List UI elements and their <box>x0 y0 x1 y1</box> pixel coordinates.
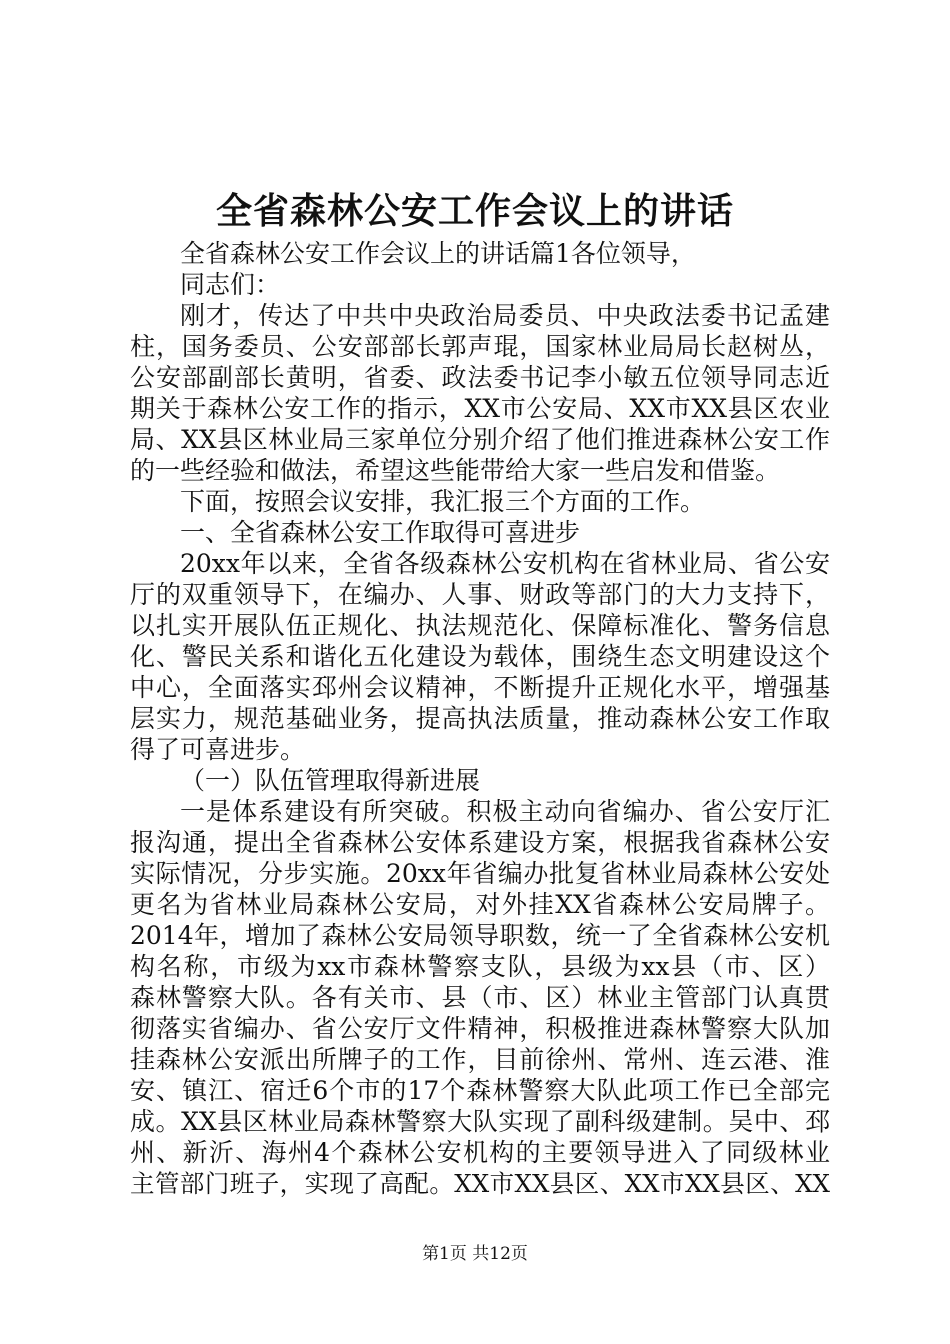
body-line: 安、镇江、宿迁6个市的17个森林警察大队此项工作已全部完 <box>130 1076 830 1105</box>
body-line: 实际情况，分步实施。20xx年省编办批复省林业局森林公安处 <box>130 859 830 888</box>
page-footer: 第1页 共12页 <box>422 1244 528 1264</box>
body-line: 更名为省林业局森林公安局，对外挂XX省森林公安局牌子。 <box>130 890 830 919</box>
body-line: 州、新沂、海州4个森林公安机构的主要领导进入了同级林业 <box>130 1138 830 1167</box>
document-body <box>130 238 830 1199</box>
body-line: （一）队伍管理取得新进展 <box>180 766 481 795</box>
body-line: 化、警民关系和谐化五化建设为载体，围绕生态文明建设这个 <box>130 642 830 671</box>
body-line: 主管部门班子，实现了高配。XX市XX县区、XX市XX县区、XX <box>130 1169 830 1198</box>
body-line: 下面，按照会议安排，我汇报三个方面的工作。 <box>180 487 706 516</box>
body-line: 以扎实开展队伍正规化、执法规范化、保障标准化、警务信息 <box>130 611 830 640</box>
body-line: 局、XX县区林业局三家单位分别介绍了他们推进森林公安工作 <box>130 425 830 454</box>
body-line: 全省森林公安工作会议上的讲话篇1各位领导， <box>180 239 696 268</box>
body-line: 期关于森林公安工作的指示，XX市公安局、XX市XX县区农业 <box>130 394 830 423</box>
body-line: 构名称，市级为xx市森林警察支队，县级为xx县（市、区） <box>130 952 830 981</box>
body-line: 20xx年以来，全省各级森林公安机构在省林业局、省公安 <box>180 549 830 578</box>
body-line: 公安部副部长黄明，省委、政法委书记李小敏五位领导同志近 <box>130 363 830 392</box>
document-title: 全省森林公安工作会议上的讲话 <box>215 190 734 232</box>
body-line: 同志们： <box>180 270 281 299</box>
body-line: 一是体系建设有所突破。积极主动向省编办、省公安厅汇 <box>180 797 830 826</box>
body-line: 2014年，增加了森林公安局领导职数，统一了全省森林公安机 <box>130 921 830 950</box>
body-line: 厅的双重领导下，在编办、人事、财政等部门的大力支持下， <box>130 580 830 609</box>
body-line: 中心，全面落实邳州会议精神，不断提升正规化水平，增强基 <box>130 673 830 702</box>
body-line: 柱，国务委员、公安部部长郭声琨，国家林业局局长赵树丛， <box>130 332 830 361</box>
body-line: 森林警察大队。各有关市、县（市、区）林业主管部门认真贯 <box>130 983 830 1012</box>
body-line: 的一些经验和做法，希望这些能带给大家一些启发和借鉴。 <box>130 456 781 485</box>
body-line: 挂森林公安派出所牌子的工作，目前徐州、常州、连云港、淮 <box>130 1045 830 1074</box>
body-line: 成。XX县区林业局森林警察大队实现了副科级建制。吴中、邳 <box>130 1107 830 1136</box>
body-line: 报沟通，提出全省森林公安体系建设方案，根据我省森林公安 <box>130 828 830 857</box>
body-line: 一、全省森林公安工作取得可喜进步 <box>180 518 581 547</box>
body-line: 层实力，规范基础业务，提高执法质量，推动森林公安工作取 <box>130 704 830 733</box>
body-line: 彻落实省编办、省公安厅文件精神，积极推进森林警察大队加 <box>130 1014 830 1043</box>
body-line: 得了可喜进步。 <box>130 735 306 764</box>
body-line: 刚才，传达了中共中央政治局委员、中央政法委书记孟建 <box>180 301 830 330</box>
